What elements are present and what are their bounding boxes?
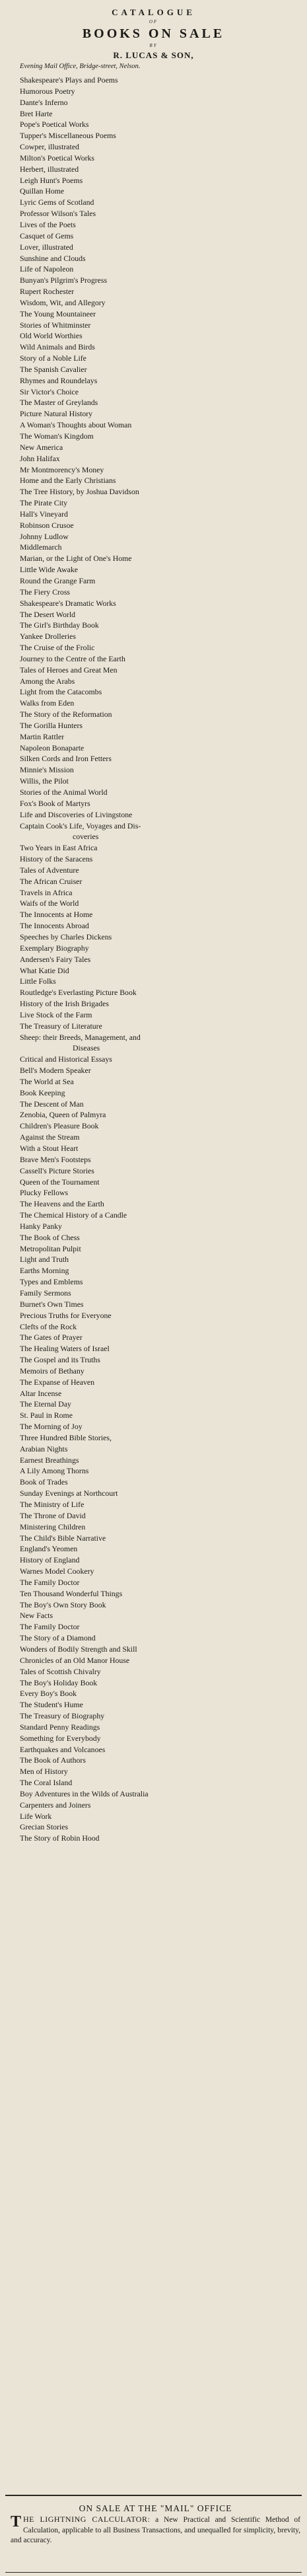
- book-list-item: The Child's Bible Narrative: [20, 1533, 106, 1543]
- book-list-item: The Girl's Birthday Book: [20, 620, 99, 630]
- book-list-item: Metropolitan Pulpit: [20, 1243, 81, 1253]
- book-list-item: Brave Men's Footsteps: [20, 1154, 91, 1164]
- book-list-item: The Innocents at Home: [20, 910, 93, 920]
- book-list-item: Earthquakes and Volcanoes: [20, 1744, 106, 1754]
- advertisement: [11, 2503, 300, 2546]
- book-list-item: coveries: [73, 832, 99, 842]
- book-list-item: Sir Victor's Choice: [20, 386, 79, 396]
- book-list-item: Hanky Panky: [20, 1221, 62, 1231]
- book-list-item: Martin Rattler: [20, 731, 65, 741]
- books-on-sale-heading: BOOKS ON SALE: [82, 26, 225, 41]
- book-list-item: Leigh Hunt's Poems: [20, 175, 83, 185]
- book-list-item: Book Keeping: [20, 1087, 65, 1097]
- publisher-address: Evening Mail Office, Bridge-street, Nelson.: [20, 63, 141, 70]
- book-list-item: The African Cruiser: [20, 876, 83, 886]
- ad-text: a New Practical and Scientific Method of Calculation, applicable to all Business Transactions, and unequalled for simplicity, brevity, and accuracy.: [11, 2516, 300, 2544]
- book-list-item: Light and Truth: [20, 1255, 69, 1265]
- book-list-item: Quillan Home: [20, 186, 65, 196]
- book-list-item: Something for Everybody: [20, 1733, 101, 1743]
- book-list-item: Wonders of Bodily Strength and Skill: [20, 1644, 137, 1654]
- book-list-item: The Innocents Abroad: [20, 921, 89, 931]
- book-list-item: Stories of the Animal World: [20, 788, 108, 797]
- book-list-item: Rhymes and Roundelays: [20, 375, 98, 385]
- book-list-item: The Story of a Diamond: [20, 1633, 96, 1643]
- book-list-item: Earnest Breathings: [20, 1455, 79, 1465]
- book-list-item: The Spanish Cavalier: [20, 364, 87, 374]
- book-list-item: The Expanse of Heaven: [20, 1377, 95, 1387]
- book-list-item: Middlemarch: [20, 542, 62, 552]
- book-list-item: Professor Wilson's Tales: [20, 209, 96, 219]
- book-list-item: The Chemical History of a Candle: [20, 1210, 127, 1220]
- book-list-item: Minnie's Mission: [20, 765, 74, 775]
- book-list-item: Round the Grange Farm: [20, 575, 96, 585]
- book-list-item: Pope's Poetical Works: [20, 120, 89, 129]
- book-list-item: New America: [20, 442, 63, 452]
- book-list-item: Stories of Whitminster: [20, 320, 91, 330]
- book-list-item: Marian, or the Light of One's Home: [20, 554, 132, 564]
- book-list-item: Every Boy's Book: [20, 1689, 77, 1699]
- book-list-item: The Young Mountaineer: [20, 309, 96, 318]
- book-list-item: Silken Cords and Iron Fetters: [20, 754, 112, 764]
- book-list-item: Mr Montmorency's Money: [20, 464, 104, 474]
- book-list: [11, 75, 296, 1844]
- book-list-item: Lover, illustrated: [20, 242, 73, 252]
- book-list-item: The Eternal Day: [20, 1399, 71, 1409]
- book-list-item: Story of a Noble Life: [20, 353, 86, 363]
- book-list-item: The Healing Waters of Israel: [20, 1344, 110, 1354]
- book-list-item: Rupert Rochester: [20, 287, 75, 297]
- book-list-item: The Gorilla Hunters: [20, 720, 83, 730]
- book-list-item: With a Stout Heart: [20, 1144, 79, 1153]
- book-list-item: Memoirs of Bethany: [20, 1366, 85, 1376]
- book-list-item: The Cruise of the Frolic: [20, 643, 95, 653]
- book-list-item: Waifs of the World: [20, 899, 79, 908]
- book-list-item: Grecian Stories: [20, 1822, 69, 1832]
- book-list-item: The Desert World: [20, 609, 76, 619]
- ad-lead: HE LIGHTNING CALCULATOR:: [23, 2515, 151, 2524]
- book-list-item: Tupper's Miscellaneous Poems: [20, 131, 116, 141]
- book-list-item: Fox's Book of Martyrs: [20, 798, 90, 808]
- book-list-item: Family Sermons: [20, 1288, 71, 1298]
- book-list-item: Live Stock of the Farm: [20, 1010, 92, 1019]
- book-list-item: Ministering Children: [20, 1522, 86, 1531]
- book-list-item: England's Yeomen: [20, 1544, 78, 1554]
- book-list-item: Routledge's Everlasting Picture Book: [20, 988, 137, 998]
- book-list-item: The Coral Island: [20, 1778, 73, 1788]
- book-list-item: Milton's Poetical Works: [20, 153, 95, 163]
- book-list-item: Little Folks: [20, 976, 56, 986]
- book-list-item: Cassell's Picture Stories: [20, 1165, 94, 1175]
- book-list-item: Old World Worthies: [20, 331, 83, 341]
- book-list-item: Clefts of the Rock: [20, 1321, 77, 1331]
- book-list-item: Casquet of Gems: [20, 231, 74, 240]
- book-list-item: The Master of Greylands: [20, 398, 98, 408]
- bottom-rule: [5, 2572, 302, 2573]
- book-list-item: John Halifax: [20, 453, 60, 463]
- book-list-item: Lyric Gems of Scotland: [20, 198, 94, 207]
- book-list-item: St. Paul in Rome: [20, 1411, 73, 1420]
- catalogue-heading: CATALOGUE: [112, 7, 195, 17]
- book-list-item: Bret Harte: [20, 108, 53, 118]
- book-list-item: The World at Sea: [20, 1076, 74, 1086]
- book-list-item: Life Work: [20, 1811, 52, 1821]
- book-list-item: The Heavens and the Earth: [20, 1199, 104, 1209]
- book-list-item: Warnes Model Cookery: [20, 1566, 94, 1576]
- book-list-item: The Treasury of Literature: [20, 1021, 102, 1031]
- book-list-item: The Student's Hume: [20, 1700, 83, 1710]
- catalogue-header: [11, 0, 296, 72]
- book-list-item: Speeches by Charles Dickens: [20, 932, 112, 941]
- book-list-item: Sheep: their Breeds, Management, and: [20, 1032, 141, 1042]
- book-list-item: History of England: [20, 1555, 80, 1565]
- book-list-item: History of the Irish Brigades: [20, 999, 109, 1009]
- book-list-item: Bunyan's Pilgrim's Progress: [20, 276, 108, 285]
- drop-cap: T: [11, 2513, 22, 2530]
- book-list-item: Tales of Heroes and Great Men: [20, 665, 118, 675]
- book-list-item: The Boy's Own Story Book: [20, 1600, 106, 1609]
- book-list-item: Home and the Early Christians: [20, 476, 116, 486]
- book-list-item: Types and Emblems: [20, 1277, 83, 1287]
- book-list-item: Sunday Evenings at Northcourt: [20, 1489, 118, 1498]
- book-list-item: Cowper, illustrated: [20, 142, 79, 152]
- book-list-item: New Facts: [20, 1611, 53, 1621]
- book-list-item: Life and Discoveries of Livingstone: [20, 809, 133, 819]
- book-list-item: Walks from Eden: [20, 698, 75, 708]
- book-list-item: Dante's Inferno: [20, 97, 68, 107]
- book-list-item: The Gates of Prayer: [20, 1333, 83, 1343]
- book-list-item: Standard Penny Readings: [20, 1722, 100, 1732]
- book-list-item: Earths Morning: [20, 1266, 69, 1276]
- book-list-item: The Boy's Holiday Book: [20, 1677, 98, 1687]
- book-list-item: Plucky Fellows: [20, 1188, 69, 1198]
- by-word: BY: [149, 43, 158, 48]
- book-list-item: Johnny Ludlow: [20, 531, 69, 541]
- book-list-item: The Gospel and its Truths: [20, 1355, 100, 1365]
- book-list-item: Sunshine and Clouds: [20, 253, 86, 263]
- ad-body: [11, 2515, 300, 2546]
- book-list-item: Shakespeare's Dramatic Works: [20, 598, 116, 608]
- book-list-item: Three Hundred Bible Stories,: [20, 1432, 112, 1442]
- book-list-item: Bell's Modern Speaker: [20, 1066, 91, 1076]
- ad-title: ON SALE AT THE "MAIL" OFFICE: [79, 2503, 232, 2513]
- book-list-item: Wild Animals and Birds: [20, 342, 95, 352]
- book-list-item: Carpenters and Joiners: [20, 1800, 91, 1810]
- book-list-item: Diseases: [73, 1043, 100, 1053]
- book-list-item: What Katie Did: [20, 965, 69, 975]
- book-list-item: The Family Doctor: [20, 1577, 80, 1587]
- book-list-item: Captain Cook's Life, Voyages and Dis-: [20, 821, 141, 830]
- book-list-item: The Woman's Kingdom: [20, 431, 94, 441]
- book-list-item: Humorous Poetry: [20, 86, 75, 96]
- book-list-item: The Throne of David: [20, 1510, 86, 1520]
- book-list-item: The Book of Authors: [20, 1755, 86, 1765]
- book-list-item: Among the Arabs: [20, 676, 75, 686]
- book-list-item: The Ministry of Life: [20, 1500, 85, 1509]
- book-list-item: Life of Napoleon: [20, 264, 74, 274]
- book-list-item: Willis, the Pilot: [20, 776, 69, 786]
- book-list-item: Robinson Crusoe: [20, 520, 74, 530]
- book-list-item: Men of History: [20, 1767, 68, 1777]
- book-list-item: Light from the Catacombs: [20, 687, 102, 697]
- book-list-item: Ten Thousand Wonderful Things: [20, 1588, 123, 1598]
- book-list-item: Wisdom, Wit, and Allegory: [20, 297, 106, 307]
- book-list-item: The Fiery Cross: [20, 587, 71, 597]
- publisher-name: R. LUCAS & SON,: [113, 50, 194, 60]
- book-list-item: The Story of the Reformation: [20, 710, 112, 719]
- book-list-item: Tales of Scottish Chivalry: [20, 1666, 101, 1676]
- book-list-item: Napoleon Bonaparte: [20, 743, 85, 753]
- book-list-item: Shakespeare's Plays and Poems: [20, 75, 118, 85]
- book-list-item: The Story of Robin Hood: [20, 1833, 100, 1843]
- book-list-item: A Lily Among Thorns: [20, 1466, 89, 1476]
- book-list-item: Queen of the Tournament: [20, 1177, 100, 1187]
- book-list-item: Andersen's Fairy Tales: [20, 954, 91, 964]
- book-list-item: Boy Adventures in the Wilds of Australia: [20, 1788, 149, 1798]
- book-list-item: Zenobia, Queen of Palmyra: [20, 1110, 106, 1120]
- section-rule: [5, 2495, 302, 2496]
- book-list-item: A Woman's Thoughts about Woman: [20, 420, 132, 430]
- book-list-item: The Tree History, by Joshua Davidson: [20, 487, 139, 497]
- book-list-item: Critical and Historical Essays: [20, 1054, 112, 1064]
- book-list-item: Two Years in East Africa: [20, 843, 98, 853]
- book-list-item: Book of Trades: [20, 1477, 68, 1487]
- book-list-item: Travels in Africa: [20, 887, 73, 897]
- book-list-item: Hall's Vineyard: [20, 509, 68, 519]
- book-list-item: Burnet's Own Times: [20, 1299, 84, 1309]
- book-list-item: Children's Pleasure Book: [20, 1121, 99, 1131]
- of-word: OF: [149, 19, 158, 24]
- book-list-item: History of the Saracens: [20, 854, 93, 864]
- book-list-item: Altar Incense: [20, 1388, 62, 1398]
- book-list-item: Lives of the Poets: [20, 219, 76, 229]
- book-list-item: Herbert, illustrated: [20, 164, 79, 174]
- book-list-item: The Family Doctor: [20, 1622, 80, 1632]
- book-list-item: Against the Stream: [20, 1132, 80, 1142]
- book-list-item: Tales of Adventure: [20, 865, 79, 875]
- book-list-item: Little Wide Awake: [20, 565, 78, 575]
- book-list-item: Exemplary Biography: [20, 943, 89, 953]
- book-list-item: Chronicles of an Old Manor House: [20, 1655, 130, 1665]
- book-list-item: Yankee Drolleries: [20, 632, 76, 642]
- book-list-item: The Treasury of Biography: [20, 1711, 105, 1721]
- book-list-item: Journey to the Centre of the Earth: [20, 653, 125, 663]
- book-list-item: The Morning of Joy: [20, 1422, 83, 1432]
- book-list-item: The Pirate City: [20, 498, 68, 508]
- book-list-item: Precious Truths for Everyone: [20, 1310, 112, 1320]
- book-list-item: The Descent of Man: [20, 1099, 84, 1109]
- book-list-item: Picture Natural History: [20, 409, 93, 419]
- book-list-item: The Book of Chess: [20, 1232, 80, 1242]
- book-list-item: Arabian Nights: [20, 1444, 68, 1454]
